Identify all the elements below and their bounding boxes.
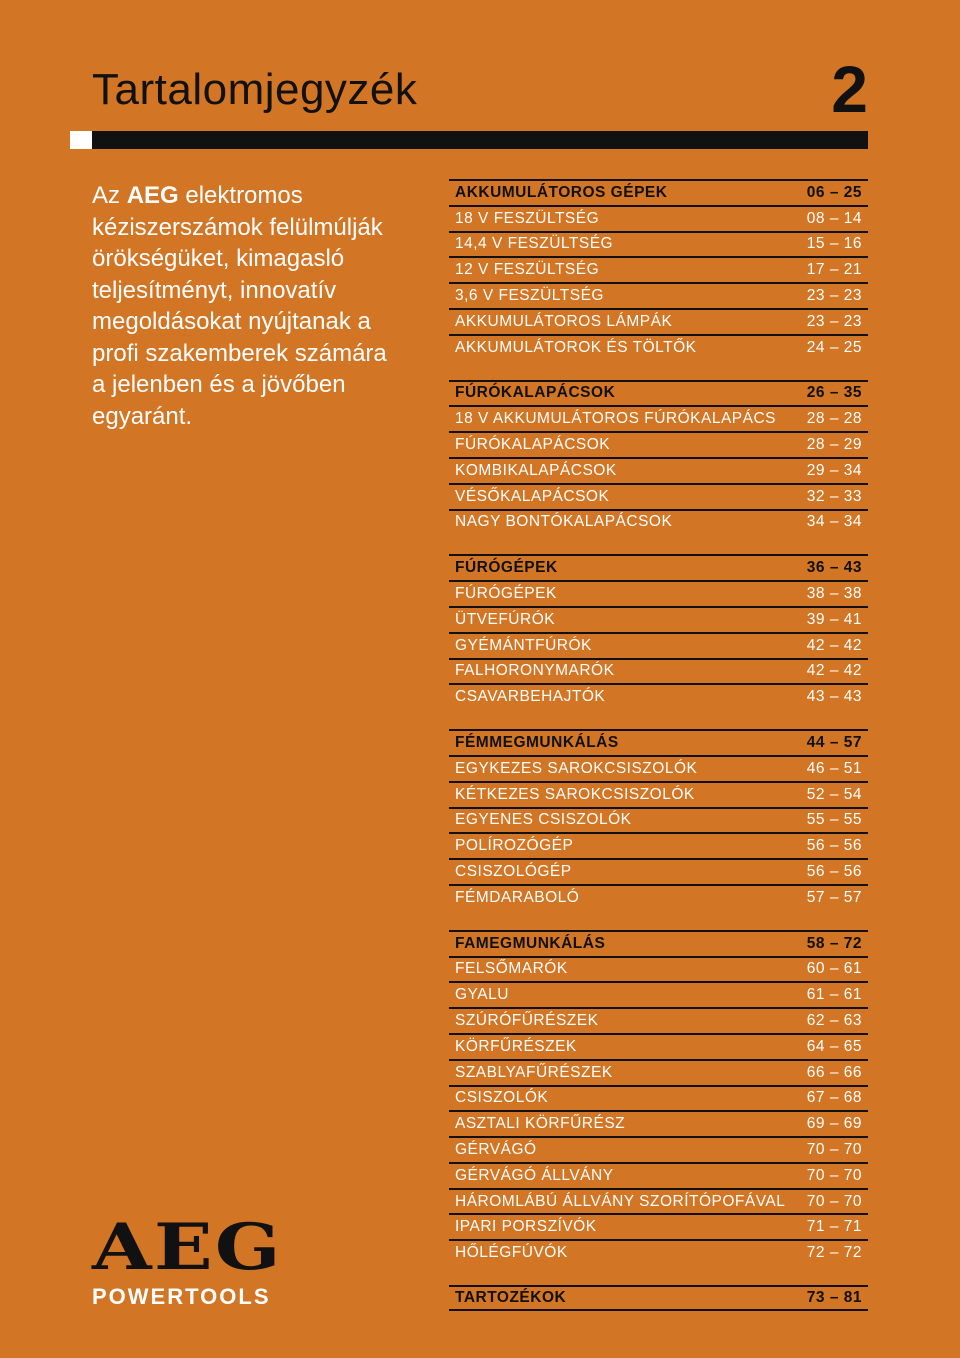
toc-entry-pages: 69 – 69 bbox=[806, 1115, 862, 1133]
toc-entry-label: CSAVARBEHAJTÓK bbox=[455, 688, 606, 706]
toc-entry-label: 12 V FESZÜLTSÉG bbox=[455, 261, 600, 279]
toc-entry[interactable] bbox=[449, 282, 868, 308]
toc-entry-label: FÚRÓGÉPEK bbox=[455, 585, 557, 603]
toc-entry-label: CSISZOLÓGÉP bbox=[455, 863, 572, 881]
toc-entry-label: VÉSŐKALAPÁCSOK bbox=[455, 487, 610, 505]
toc-entry-pages: 24 – 25 bbox=[806, 338, 862, 356]
toc-entry[interactable] bbox=[449, 1136, 868, 1162]
toc-entry[interactable] bbox=[449, 956, 868, 982]
toc-section-heading-pages: 06 – 25 bbox=[806, 183, 862, 201]
toc-section-heading-pages: 26 – 35 bbox=[806, 384, 862, 402]
toc-entry-pages: 56 – 56 bbox=[806, 837, 862, 855]
toc-entry-pages: 34 – 34 bbox=[806, 513, 862, 531]
toc-entry-pages: 61 – 61 bbox=[806, 986, 862, 1004]
toc-entry-pages: 71 – 71 bbox=[806, 1218, 862, 1236]
toc-entry-label: GYALU bbox=[455, 986, 509, 1004]
toc-section-heading-pages: 44 – 57 bbox=[806, 734, 862, 752]
toc-entry-label: FÚRÓKALAPÁCSOK bbox=[455, 436, 611, 454]
toc-entry[interactable] bbox=[449, 231, 868, 257]
toc-entry-pages: 43 – 43 bbox=[806, 688, 862, 706]
toc-entry-pages: 64 – 65 bbox=[806, 1037, 862, 1055]
toc-entry-label: HÁROMLÁBÚ ÁLLVÁNY SZORÍTÓPOFÁVAL bbox=[455, 1192, 786, 1210]
toc-entry[interactable] bbox=[449, 1213, 868, 1239]
toc-entry[interactable] bbox=[449, 1085, 868, 1111]
toc-entry[interactable] bbox=[449, 755, 868, 781]
toc-entry[interactable] bbox=[449, 781, 868, 807]
toc-entry[interactable] bbox=[449, 580, 868, 606]
intro-body: elektromos kéziszerszámok felülmúlják örökségüket, kimagasló teljesítményt, innovatív megoldásokat nyújtanak a profi szakemberek számára a jelenben és a jövőben egyaránt. bbox=[92, 182, 387, 430]
toc-entry-label: NAGY BONTÓKALAPÁCSOK bbox=[455, 513, 673, 531]
toc-entry[interactable] bbox=[449, 256, 868, 282]
toc-entry-pages: 66 – 66 bbox=[806, 1063, 862, 1081]
toc-entry-label: KÖRFŰRÉSZEK bbox=[455, 1037, 577, 1055]
toc-entry-label: EGYKEZES SAROKCSISZOLÓK bbox=[455, 759, 698, 777]
toc-entry[interactable] bbox=[449, 884, 868, 910]
toc-section-heading[interactable] bbox=[449, 179, 868, 205]
toc-section bbox=[449, 179, 868, 360]
toc-entry-pages: 56 – 56 bbox=[806, 863, 862, 881]
toc-entry-label: AKKUMULÁTOROK ÉS TÖLTŐK bbox=[455, 338, 697, 356]
toc-entry-label: FELSŐMARÓK bbox=[455, 960, 568, 978]
toc-entry-pages: 17 – 21 bbox=[806, 261, 862, 279]
toc-entry-pages: 42 – 42 bbox=[806, 662, 862, 680]
toc-entry[interactable] bbox=[449, 509, 868, 535]
toc-entry[interactable] bbox=[449, 807, 868, 833]
toc-entry-pages: 72 – 72 bbox=[806, 1244, 862, 1262]
toc-entry-label: ASZTALI KÖRFŰRÉSZ bbox=[455, 1115, 626, 1133]
toc-section-heading-label: FÉMMEGMUNKÁLÁS bbox=[455, 734, 619, 752]
toc-entry-label: SZABLYAFŰRÉSZEK bbox=[455, 1063, 613, 1081]
toc-section bbox=[449, 930, 868, 1265]
toc-section-heading-label: TARTOZÉKOK bbox=[455, 1288, 567, 1306]
toc-entry-pages: 60 – 61 bbox=[806, 960, 862, 978]
toc-entry-pages: 15 – 16 bbox=[806, 235, 862, 253]
toc-entry-pages: 28 – 28 bbox=[806, 410, 862, 428]
toc-entry[interactable] bbox=[449, 858, 868, 884]
toc-entry[interactable] bbox=[449, 205, 868, 231]
toc-entry-pages: 38 – 38 bbox=[806, 585, 862, 603]
toc-entry[interactable] bbox=[449, 1007, 868, 1033]
toc-entry-label: EGYENES CSISZOLÓK bbox=[455, 811, 632, 829]
toc-entry-label: 3,6 V FESZÜLTSÉG bbox=[455, 287, 604, 305]
toc-entry-label: 18 V FESZÜLTSÉG bbox=[455, 209, 600, 227]
toc-section bbox=[449, 1285, 868, 1311]
toc-entry[interactable] bbox=[449, 632, 868, 658]
toc-entry[interactable] bbox=[449, 1033, 868, 1059]
toc-entry-label: AKKUMULÁTOROS LÁMPÁK bbox=[455, 312, 673, 330]
logo-tagline: POWERTOOLS bbox=[92, 1284, 271, 1309]
logo-brand: AEG bbox=[92, 1210, 283, 1285]
toc-entry-pages: 32 – 33 bbox=[806, 487, 862, 505]
page-title: Tartalomjegyzék bbox=[92, 65, 418, 114]
toc-entry[interactable] bbox=[449, 483, 868, 509]
toc-entry[interactable] bbox=[449, 405, 868, 431]
toc-section-heading[interactable] bbox=[449, 729, 868, 755]
toc-entry-label: GYÉMÁNTFÚRÓK bbox=[455, 636, 592, 654]
aeg-logo bbox=[92, 1210, 283, 1310]
toc-entry[interactable] bbox=[449, 308, 868, 334]
header-bar-accent bbox=[70, 131, 92, 149]
toc-entry-pages: 70 – 70 bbox=[806, 1192, 862, 1210]
toc-section-heading-label: FÚRÓKALAPÁCSOK bbox=[455, 384, 616, 402]
intro-prefix: Az bbox=[92, 182, 127, 209]
toc-entry-pages: 55 – 55 bbox=[806, 811, 862, 829]
toc-entry[interactable] bbox=[449, 1239, 868, 1265]
table-of-contents bbox=[449, 179, 868, 1331]
intro-text bbox=[92, 180, 392, 432]
toc-entry-label: 18 V AKKUMULÁTOROS FÚRÓKALAPÁCS bbox=[455, 410, 777, 428]
toc-entry-pages: 57 – 57 bbox=[806, 888, 862, 906]
toc-entry-pages: 08 – 14 bbox=[806, 209, 862, 227]
toc-entry[interactable] bbox=[449, 431, 868, 457]
toc-section-heading[interactable] bbox=[449, 554, 868, 580]
toc-entry-label: 14,4 V FESZÜLTSÉG bbox=[455, 235, 614, 253]
toc-entry[interactable] bbox=[449, 1188, 868, 1214]
toc-section-heading-label: FAMEGMUNKÁLÁS bbox=[455, 934, 606, 952]
toc-section-heading[interactable] bbox=[449, 380, 868, 406]
toc-entry-label: CSISZOLÓK bbox=[455, 1089, 549, 1107]
toc-entry[interactable] bbox=[449, 832, 868, 858]
toc-entry-pages: 46 – 51 bbox=[806, 759, 862, 777]
toc-entry-pages: 28 – 29 bbox=[806, 436, 862, 454]
toc-entry[interactable] bbox=[449, 457, 868, 483]
toc-section bbox=[449, 554, 868, 709]
toc-entry-label: IPARI PORSZÍVÓK bbox=[455, 1218, 597, 1236]
toc-entry-pages: 42 – 42 bbox=[806, 636, 862, 654]
toc-entry[interactable] bbox=[449, 683, 868, 709]
toc-section bbox=[449, 380, 868, 535]
toc-entry-label: FÉMDARABOLÓ bbox=[455, 888, 580, 906]
toc-section-heading-label: AKKUMULÁTOROS GÉPEK bbox=[455, 183, 668, 201]
toc-entry-pages: 29 – 34 bbox=[806, 461, 862, 479]
toc-section bbox=[449, 729, 868, 910]
toc-entry-label: POLÍROZÓGÉP bbox=[455, 837, 574, 855]
toc-entry-label: KOMBIKALAPÁCSOK bbox=[455, 461, 617, 479]
toc-entry-pages: 23 – 23 bbox=[806, 287, 862, 305]
toc-section-heading-label: FÚRÓGÉPEK bbox=[455, 559, 558, 577]
toc-entry[interactable] bbox=[449, 1110, 868, 1136]
page-number: 2 bbox=[831, 52, 868, 126]
toc-entry-label: HŐLÉGFÚVÓK bbox=[455, 1244, 568, 1262]
toc-section-heading-pages: 36 – 43 bbox=[806, 559, 862, 577]
toc-entry-pages: 70 – 70 bbox=[806, 1140, 862, 1158]
intro-brand: AEG bbox=[126, 182, 179, 209]
toc-entry-pages: 70 – 70 bbox=[806, 1166, 862, 1184]
toc-section-heading-pages: 58 – 72 bbox=[806, 934, 862, 952]
toc-section-heading[interactable] bbox=[449, 1285, 868, 1311]
toc-entry[interactable] bbox=[449, 334, 868, 360]
toc-entry-pages: 39 – 41 bbox=[806, 610, 862, 628]
toc-section-heading[interactable] bbox=[449, 930, 868, 956]
toc-entry-pages: 52 – 54 bbox=[806, 785, 862, 803]
toc-entry[interactable] bbox=[449, 1162, 868, 1188]
toc-entry-label: GÉRVÁGÓ ÁLLVÁNY bbox=[455, 1166, 614, 1184]
toc-entry-pages: 23 – 23 bbox=[806, 312, 862, 330]
toc-entry[interactable] bbox=[449, 1059, 868, 1085]
toc-section-heading-pages: 73 – 81 bbox=[806, 1288, 862, 1306]
toc-entry[interactable] bbox=[449, 981, 868, 1007]
toc-entry-label: SZÚRÓFŰRÉSZEK bbox=[455, 1012, 599, 1029]
toc-entry-pages: 62 – 63 bbox=[806, 1012, 862, 1029]
toc-entry-label: ÜTVEFÚRÓK bbox=[455, 610, 556, 628]
toc-entry[interactable] bbox=[449, 658, 868, 684]
header-bar bbox=[92, 131, 868, 149]
toc-entry-label: GÉRVÁGÓ bbox=[455, 1140, 537, 1158]
toc-entry-label: FALHORONYMARÓK bbox=[455, 662, 615, 680]
toc-entry-pages: 67 – 68 bbox=[806, 1089, 862, 1107]
toc-entry-label: KÉTKEZES SAROKCSISZOLÓK bbox=[455, 785, 695, 803]
toc-entry[interactable] bbox=[449, 606, 868, 632]
